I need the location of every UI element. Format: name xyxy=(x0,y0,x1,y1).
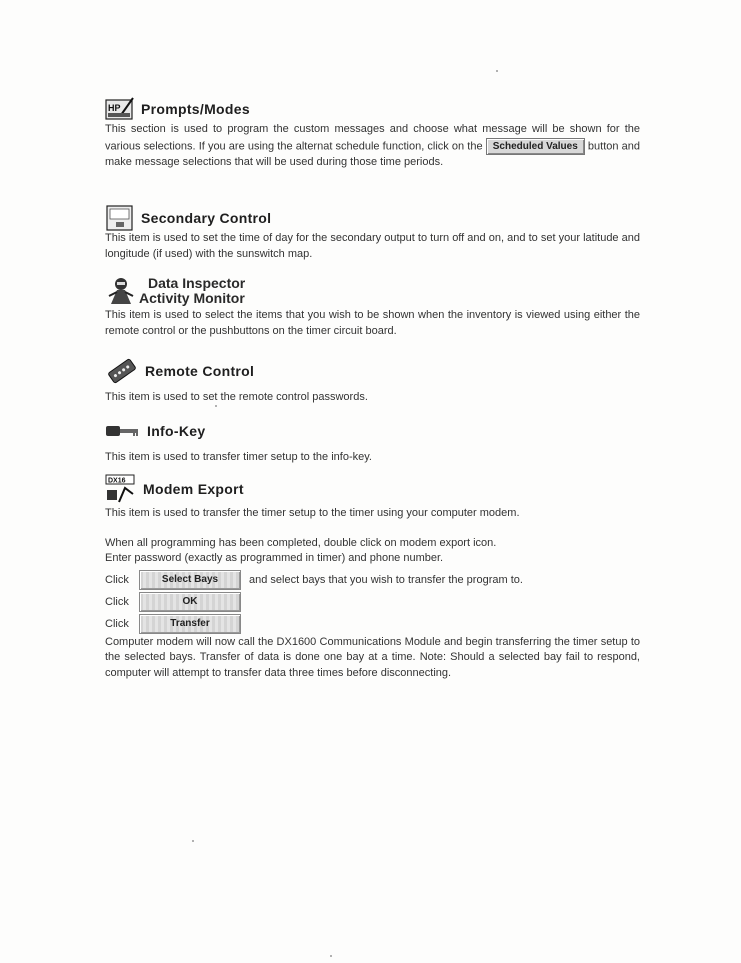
modem-icon-text: DX16 xyxy=(108,477,126,485)
prompts-modes-icon xyxy=(105,96,135,122)
prompts-modes-title: Prompts/Modes xyxy=(141,101,250,117)
prompts-text-after: button and make message selections that will be used during those time periods. xyxy=(105,139,640,168)
click-step-ok xyxy=(105,591,640,613)
prompts-modes-description xyxy=(105,122,640,170)
modem-export-title: Modem Export xyxy=(143,481,244,497)
select-bays-text: and select bays that you wish to transfer the program to. xyxy=(249,573,523,586)
prompts-text-before: This section is used to program the custom messages and choose what message will be shown for the various selections. If you are using the alternat schedule function, click on the xyxy=(105,123,640,152)
scan-speck xyxy=(496,70,498,72)
modem-export-icon xyxy=(105,474,137,504)
remote-control-icon xyxy=(105,356,139,386)
click-step-transfer xyxy=(105,613,640,635)
prompts-modes-heading xyxy=(105,96,640,122)
click-step-select-bays xyxy=(105,569,640,591)
data-inspector-description: This item is used to select the items that you wish to be shown when the inventory is viewed using either the remote control or the pushbuttons on the timer circuit board. xyxy=(105,309,640,337)
modem-export-heading xyxy=(105,474,640,504)
modem-export-section xyxy=(105,474,640,681)
remote-control-heading xyxy=(105,356,640,386)
svg-text:HP: HP xyxy=(108,103,121,113)
secondary-control-title: Secondary Control xyxy=(141,210,272,226)
select-bays-button[interactable]: Select Bays xyxy=(139,570,241,590)
info-key-title: Info-Key xyxy=(147,423,206,439)
modem-instructions-1: When all programming has been completed, double click on modem export icon. xyxy=(105,536,497,549)
data-inspector-heading xyxy=(105,276,640,308)
secondary-control-section xyxy=(105,205,640,262)
remote-control-section xyxy=(105,356,640,406)
click-label-1: Click xyxy=(105,573,129,586)
inspector-icon xyxy=(105,276,137,308)
modem-closing-text: Computer modem will now call the DX1600 Communications Module and begin transferring the timer setup to the selected bays. Transfer of data is done one bay at a time. Note: Should a selected bay fail to respond, computer will attempt to transfer data three times before disconnecting. xyxy=(105,635,640,679)
prompts-modes-section xyxy=(105,96,640,170)
secondary-control-heading xyxy=(105,205,640,231)
ok-button[interactable]: OK xyxy=(139,592,241,612)
remote-control-title: Remote Control xyxy=(145,363,255,379)
remote-control-description: This item is used to set the remote control passwords. xyxy=(105,391,368,403)
data-inspector-section xyxy=(105,276,640,339)
scan-speck xyxy=(330,955,332,957)
click-label-3: Click xyxy=(105,617,129,630)
modem-instructions-2: Enter password (exactly as programmed in timer) and phone number. xyxy=(105,552,444,564)
click-label-2: Click xyxy=(105,595,129,608)
transfer-button[interactable]: Transfer xyxy=(139,614,241,634)
activity-monitor-title: Activity Monitor xyxy=(139,290,245,306)
secondary-control-icon xyxy=(105,205,135,231)
info-key-section xyxy=(105,418,640,466)
info-key-description: This item is used to transfer timer setup to the info-key. xyxy=(105,451,372,463)
modem-export-description: This item is used to transfer the timer setup to the timer using your computer modem. xyxy=(105,507,520,519)
info-key-heading xyxy=(105,418,640,444)
scan-speck xyxy=(192,840,194,842)
scan-speck xyxy=(215,405,217,407)
key-icon xyxy=(105,418,141,444)
scheduled-values-button[interactable]: Scheduled Values xyxy=(486,138,585,155)
data-inspector-title: Data Inspector xyxy=(148,275,246,291)
secondary-control-description: This item is used to set the time of day for the secondary output to turn off and on, and to set your latitude and longitude (if used) with the sunswitch map. xyxy=(105,232,640,260)
